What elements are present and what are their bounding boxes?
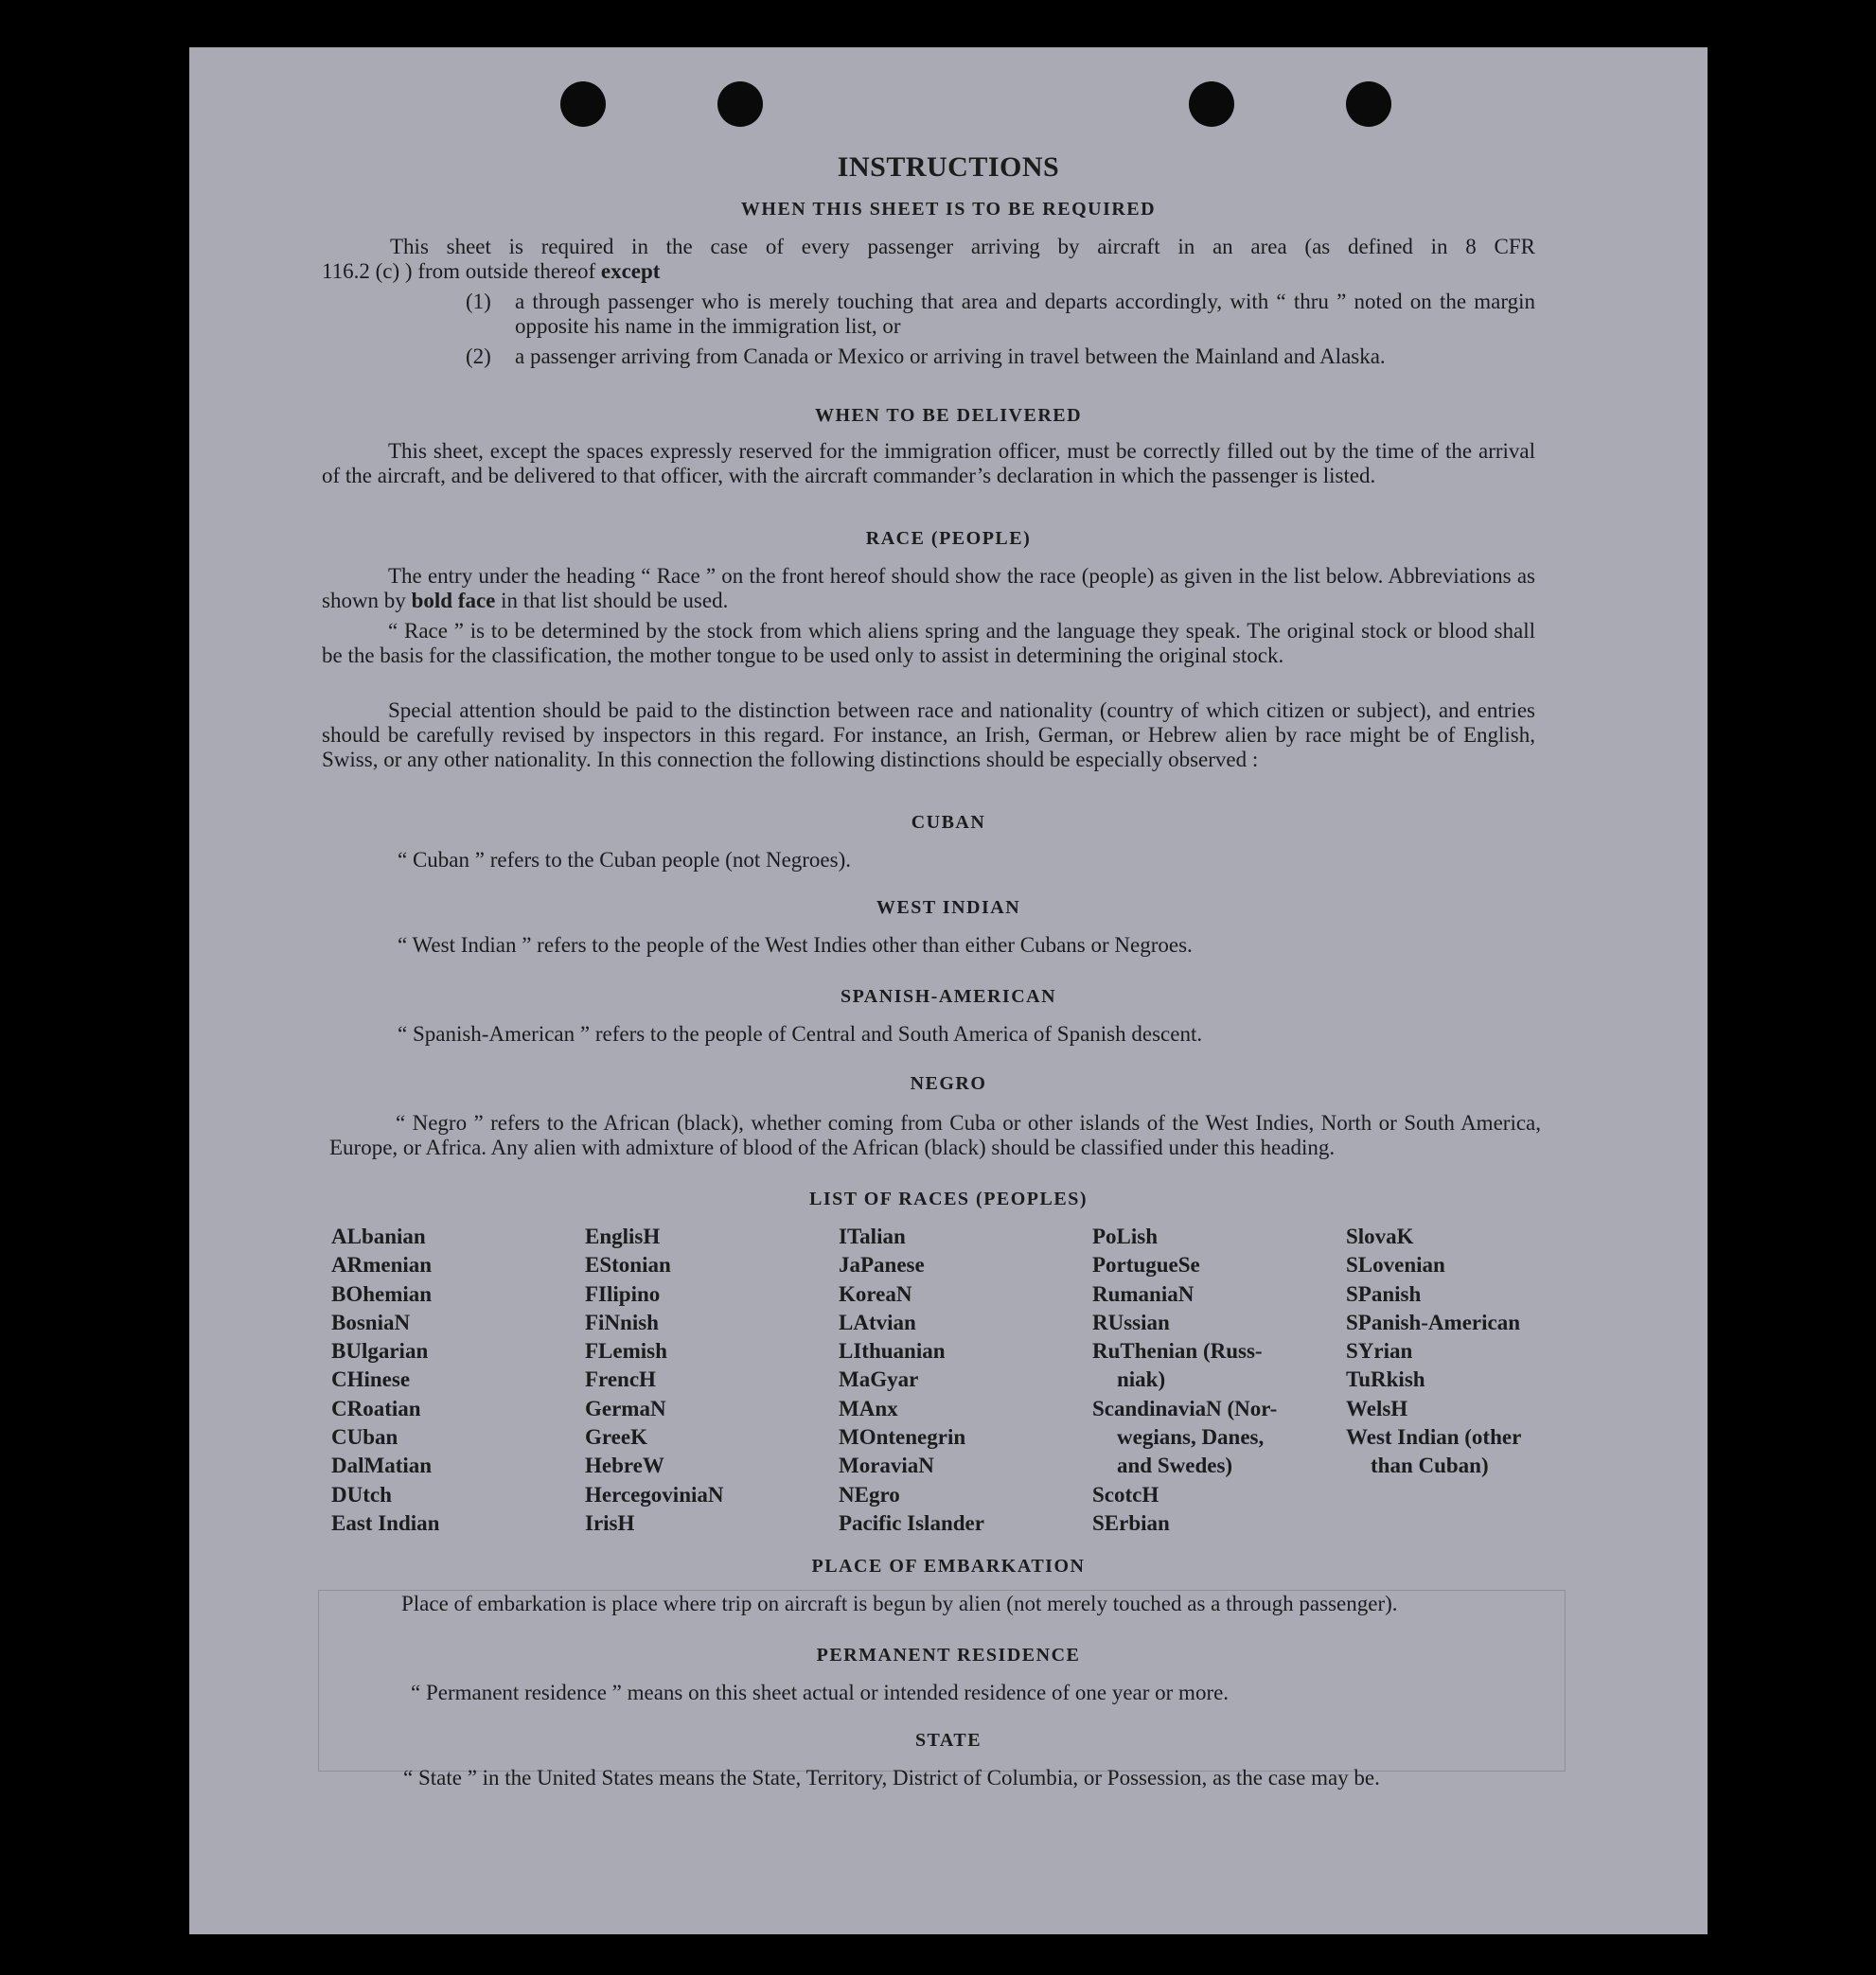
race-item: ScotcH	[1092, 1482, 1159, 1507]
race-item: West Indian (other	[1346, 1425, 1522, 1450]
state-body: “ State ” in the United States means the State, Territory, District of Columbia, or Possession, as the case may be.	[403, 1766, 1380, 1790]
race-item: DUtch	[331, 1482, 392, 1507]
race-p1-text: The entry under the heading “ Race ” on the front hereof should show the race (people) as given in the list below. Abbreviations as shown by	[322, 564, 1535, 612]
spanish-american-text: “ Spanish-American ” refers to the people of Central and South America of Spanish descent.	[398, 1022, 1203, 1046]
required-intro	[322, 235, 1535, 284]
race-item: FrencH	[585, 1367, 656, 1392]
race-item: DalMatian	[331, 1454, 433, 1478]
heading-spanish-american: SPANISH-AMERICAN	[840, 986, 1057, 1007]
race-item: FiNnish	[585, 1310, 659, 1334]
race-item: EnglisH	[585, 1225, 661, 1248]
heading-state: STATE	[914, 1730, 982, 1751]
punch-hole	[1189, 81, 1234, 127]
item-number: (1)	[466, 290, 491, 313]
state-text	[337, 1766, 1556, 1790]
race-item: IrisH	[585, 1510, 635, 1535]
negro-text	[329, 1111, 1541, 1160]
race-p2	[322, 619, 1535, 668]
race-item: than Cuban)	[1371, 1454, 1489, 1478]
race-item: MaGyar	[839, 1367, 919, 1392]
heading-cuban: CUBAN	[911, 812, 986, 833]
heading-place-of-embarkation: PLACE OF EMBARKATION	[811, 1556, 1086, 1577]
race-item: HebreW	[585, 1454, 664, 1478]
race-item: ARmenian	[331, 1253, 433, 1278]
race-item: JaPanese	[839, 1253, 925, 1278]
race-item: SErbian	[1092, 1510, 1170, 1535]
punch-hole	[1346, 81, 1391, 127]
race-item: PortugueSe	[1092, 1253, 1200, 1278]
race-item: ITalian	[839, 1225, 906, 1248]
race-p1-end: in that list should be used.	[495, 589, 729, 612]
punch-hole	[717, 81, 763, 127]
item-number: (2)	[466, 344, 491, 368]
race-item: BosniaN	[331, 1310, 411, 1334]
heading-when-required: WHEN THIS SHEET IS TO BE REQUIRED	[740, 199, 1157, 220]
punch-hole	[560, 81, 606, 127]
item-text: a passenger arriving from Canada or Mexico or arriving in travel between the Mainland and Alaska.	[515, 344, 1386, 368]
race-p3-text: Special attention should be paid to the distinction between race and nationality (country of which citizen or subject), and entries should be carefully revised by inspectors in this regard. For instance, an Irish, German, or Hebrew alien by race might be of English, Swiss, or any other nationality. In this connection the following distinctions should be especially observed :	[322, 698, 1535, 771]
race-item: niak)	[1117, 1367, 1166, 1392]
heading-list-of-races: LIST OF RACES (PEOPLES)	[808, 1189, 1088, 1209]
heading-permanent-residence: PERMANENT RESIDENCE	[816, 1645, 1081, 1666]
embarkation-body: Place of embarkation is place where trip on aircraft is begun by alien (not merely touched as a through passenger).	[401, 1592, 1398, 1615]
heading-race: RACE (PEOPLE)	[865, 528, 1032, 549]
heading-when-delivered: WHEN TO BE DELIVERED	[814, 405, 1083, 426]
required-item-1	[466, 290, 1535, 341]
race-column-1	[331, 1223, 585, 1538]
race-item: FLemish	[585, 1339, 667, 1364]
race-item: EStonian	[585, 1253, 671, 1278]
race-item: RUssian	[1092, 1310, 1170, 1334]
heading-west-indian: WEST INDIAN	[876, 897, 1021, 918]
cuban-text: “ Cuban ” refers to the Cuban people (not Negroes).	[398, 848, 852, 872]
race-item: SYrian	[1346, 1339, 1413, 1364]
race-column-4	[1092, 1223, 1346, 1538]
race-item: RuThenian (Russ-	[1092, 1339, 1263, 1364]
race-column-5	[1346, 1223, 1562, 1481]
heading-negro: NEGRO	[910, 1073, 987, 1094]
race-item: SlovaK	[1346, 1225, 1414, 1248]
race-item: East Indian	[331, 1510, 440, 1535]
residence-text: “ Permanent residence ” means on this sheet actual or intended residence of one year or more.	[411, 1681, 1230, 1704]
document-sheet	[189, 47, 1708, 1934]
race-item: MoraviaN	[839, 1454, 934, 1478]
race-list	[331, 1223, 1562, 1535]
race-item: CRoatian	[331, 1396, 421, 1420]
race-item: SLovenian	[1346, 1253, 1445, 1278]
race-item: BUlgarian	[331, 1339, 429, 1364]
required-item-2	[466, 344, 1535, 396]
race-item: KoreaN	[839, 1281, 912, 1306]
race-item: GreeK	[585, 1425, 647, 1450]
delivered-body: This sheet, except the spaces expressly reserved for the immigration officer, must be correctly filled out by the time of the arrival of the aircraft, and be delivered to that officer, with the aircraft commander’s declaration in which the passenger is listed.	[322, 439, 1535, 487]
race-item: ALbanian	[331, 1225, 426, 1248]
page-title: INSTRUCTIONS	[837, 151, 1060, 183]
race-item: MOntenegrin	[839, 1425, 966, 1450]
required-intro-line2: 116.2 (c) ) from outside thereof	[322, 259, 601, 283]
required-intro-line1: This sheet is required in the case of every passenger arriving by aircraft in an area (as defined in 8 CFR	[390, 235, 1535, 258]
race-item: SPanish-American	[1346, 1310, 1520, 1334]
embarkation-text	[335, 1592, 1550, 1616]
item-text: a through passenger who is merely touching that area and departs accordingly, with “ thru ” noted on the margin opposite his name in the immigration list, or	[515, 290, 1535, 338]
race-item: ScandinaviaN (Nor-	[1092, 1396, 1278, 1420]
race-item: Pacific Islander	[839, 1510, 984, 1535]
bold-face-text: bold face	[411, 589, 496, 612]
race-item: and Swedes)	[1117, 1454, 1233, 1478]
west-indian-text: “ West Indian ” refers to the people of the West Indies other than either Cubans or Negroes.	[398, 933, 1193, 957]
race-item: PoLish	[1092, 1225, 1159, 1248]
race-p1	[322, 564, 1535, 613]
race-p3	[322, 698, 1535, 772]
race-item: wegians, Danes,	[1117, 1425, 1265, 1450]
race-item: TuRkish	[1346, 1367, 1425, 1392]
race-item: WelsH	[1346, 1396, 1408, 1420]
race-p2-text: “ Race ” is to be determined by the stock from which aliens spring and the language they speak. The original stock or blood shall be the basis for the classification, the mother tongue to be used only to assist in determining the original stock.	[322, 619, 1535, 667]
race-item: CUban	[331, 1425, 398, 1450]
race-item: HercegoviniaN	[585, 1482, 724, 1507]
race-item: FIlipino	[585, 1281, 661, 1306]
except-bold: except	[600, 259, 661, 283]
race-item: CHinese	[331, 1367, 411, 1392]
race-item: LAtvian	[839, 1310, 916, 1334]
race-item: GermaN	[585, 1396, 666, 1420]
race-item: NEgro	[839, 1482, 900, 1507]
race-item: LIthuanian	[839, 1339, 946, 1364]
race-item: MAnx	[839, 1396, 898, 1420]
race-item: BOhemian	[331, 1281, 433, 1306]
race-column-2	[585, 1223, 839, 1538]
race-column-3	[839, 1223, 1092, 1538]
race-item: RumaniaN	[1092, 1281, 1195, 1306]
negro-body: “ Negro ” refers to the African (black), whether coming from Cuba or other islands of the West Indies, North or South America, Europe, or Africa. Any alien with admixture of blood of the African (black) should be classified under this heading.	[329, 1111, 1541, 1159]
delivered-text	[322, 439, 1535, 488]
race-item: SPanish	[1346, 1281, 1422, 1306]
